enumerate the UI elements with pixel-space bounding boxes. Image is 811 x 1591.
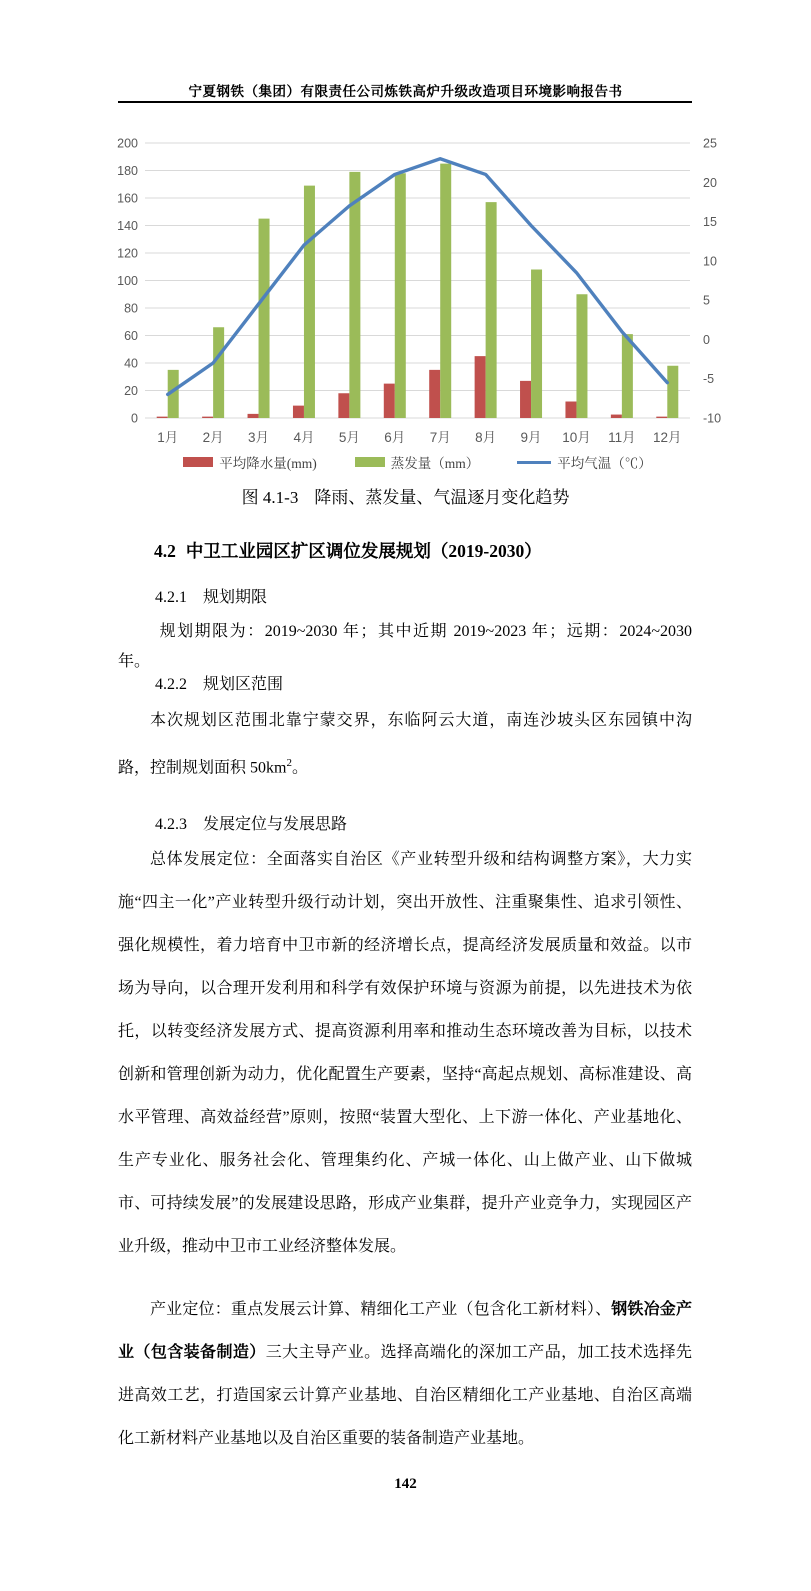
rainfall-bar <box>384 384 395 418</box>
evaporation-bar <box>259 219 270 418</box>
month-label: 10月 <box>562 430 591 445</box>
temperature-swatch-icon <box>517 461 551 464</box>
left-axis-tick-label: 40 <box>124 356 138 371</box>
section-4-2-3-heading <box>118 811 692 834</box>
rainfall-bar <box>202 417 213 418</box>
month-label: 6月 <box>384 430 406 445</box>
evaporation-bar <box>349 172 360 418</box>
rainfall-bar <box>429 370 440 418</box>
month-label: 9月 <box>520 430 542 445</box>
rainfall-bar <box>656 417 667 418</box>
section-4-2-1-number: 4.2.1 <box>155 589 187 606</box>
legend-item-temperature <box>517 452 652 472</box>
left-axis-tick-label: 0 <box>131 411 138 426</box>
right-axis-tick-label: -5 <box>703 372 715 387</box>
figure-label: 图 4.1-3 <box>241 488 299 507</box>
section-4-2-2-title: 规划区范围 <box>203 676 284 693</box>
evaporation-bar <box>622 334 633 418</box>
month-label: 4月 <box>293 430 315 445</box>
left-axis-tick-label: 200 <box>117 136 138 151</box>
legend-label-rainfall: 平均降水量(mm) <box>219 456 317 471</box>
left-axis-tick-label: 100 <box>117 274 138 288</box>
rainfall-bar <box>565 402 576 419</box>
rainfall-bar <box>611 415 622 418</box>
industry-positioning-rest: 三大主导产业。选择高端化的深加工产品，加工技术选择先进高效工艺，打造国家云计算产业基地、自治区精细化工产业基地、自治区高端化工新材料产业基地以及自治区重要的装备制造产业基地。 <box>118 1344 692 1447</box>
right-axis-tick-label: 5 <box>703 293 710 308</box>
climate-chart-svg <box>107 133 727 451</box>
right-axis-tick-label: 10 <box>703 254 717 269</box>
right-axis-tick-label: 20 <box>703 175 717 190</box>
month-label: 2月 <box>202 430 224 445</box>
left-axis-tick-label: 120 <box>117 246 138 261</box>
evaporation-bar <box>213 327 224 418</box>
figure-caption <box>0 483 811 508</box>
section-4-2-1-heading <box>118 584 692 607</box>
section-4-2-2-heading <box>118 671 692 694</box>
area-superscript: 2 <box>286 757 292 769</box>
section-4-2-3-title: 发展定位与发展思路 <box>203 816 348 833</box>
rainfall-bar <box>475 356 486 418</box>
left-axis-tick-label: 80 <box>124 301 138 316</box>
left-axis-tick-label: 160 <box>117 191 138 206</box>
evaporation-bar <box>440 164 451 418</box>
planning-period-paragraph: 规划期限为：2019~2030 年；其中近期 2019~2023 年；远期：2024~2030 年。 <box>118 623 692 670</box>
temperature-line <box>168 159 668 395</box>
evaporation-bar <box>531 270 542 419</box>
month-label: 3月 <box>248 430 270 445</box>
legend-label-evaporation: 蒸发量（mm） <box>390 456 480 471</box>
steel-industry-bold-run: 钢铁冶金产业（包含装备制造） <box>118 1301 692 1361</box>
month-label: 7月 <box>429 430 451 445</box>
month-label: 11月 <box>608 430 636 445</box>
right-axis-tick-label: 0 <box>703 332 710 347</box>
legend-item-rainfall <box>183 452 317 472</box>
report-header-title: 宁夏钢铁（集团）有限责任公司炼铁高炉升级改造项目环境影响报告书 <box>188 84 623 99</box>
page-number: 142 <box>394 1476 417 1492</box>
left-axis-tick-label: 20 <box>124 384 138 398</box>
chart-legend <box>145 452 690 472</box>
legend-item-evaporation <box>355 452 480 472</box>
month-label: 5月 <box>338 430 360 445</box>
industry-positioning-lead: 产业定位：重点发展云计算、精细化工产业（包含化工新材料）、 <box>150 1301 612 1318</box>
left-axis-tick-label: 60 <box>124 329 138 343</box>
evaporation-bar <box>304 186 315 418</box>
evaporation-bar <box>576 294 587 418</box>
evaporation-swatch-icon <box>355 457 385 467</box>
rainfall-bar <box>338 393 349 418</box>
section-4-2-3-number: 4.2.3 <box>155 816 187 833</box>
planning-scope-period: 。 <box>291 759 308 777</box>
section-4-2-heading <box>118 538 692 563</box>
left-axis-tick-label: 180 <box>117 164 138 178</box>
section-4-2-number: 4.2 <box>154 541 176 561</box>
rainfall-bar <box>248 414 259 418</box>
planning-scope-text: 本次规划区范围北靠宁蒙交界，东临阿云大道，南连沙坡头区东园镇中沟路，控制规划面积 50km <box>118 712 692 777</box>
rainfall-bar <box>293 406 304 418</box>
section-4-2-2-number: 4.2.2 <box>155 676 187 693</box>
evaporation-bar <box>667 366 678 418</box>
section-4-2-title: 中卫工业园区扩区调位发展规划（2019-2030） <box>185 541 542 561</box>
right-axis-tick-label: 25 <box>703 136 717 151</box>
right-axis-tick-label: 15 <box>703 215 717 230</box>
evaporation-bar <box>395 173 406 418</box>
industry-positioning-paragraph <box>118 1288 692 1460</box>
planning-scope-paragraph <box>118 699 692 789</box>
rainfall-swatch-icon <box>183 457 213 467</box>
header-rule <box>118 101 692 103</box>
month-label: 8月 <box>475 430 497 445</box>
left-axis-tick-label: 140 <box>117 219 138 233</box>
development-positioning-paragraph: 总体发展定位：全面落实自治区《产业转型升级和结构调整方案》，大力实施“四主一化”产业转型升级行动计划，突出开放性、注重聚集性、追求引领性、强化规模性，着力培育中卫市新的经济增长点，提高经济发展质量和效益。以市场为导向，以合理开发利用和科学有效保护环境与资源为前提，以先进技术为依托，以转变经济发展方式、提高资源利用率和推动生态环境改善为目标，以技术创新和管理创新为动力，优化配置生产要素，坚持“高起点规划、高标准建设、高水平管理、高效益经营”原则，按照“装置大型化、上下游一体化、产业基地化、生产专业化、服务社会化、管理集约化、产城一体化、山上做产业、山下做城市、可持续发展”的发展建设思路，形成产业集群，提升产业竞争力，实现园区产业升级，推动中卫市工业经济整体发展。 <box>118 851 692 1255</box>
rainfall-bar <box>157 417 168 418</box>
figure-title: 降雨、蒸发量、气温逐月变化趋势 <box>314 488 570 507</box>
section-4-2-1-title: 规划期限 <box>203 589 268 606</box>
month-label: 12月 <box>653 430 682 445</box>
right-axis-tick-label: -10 <box>703 411 722 426</box>
legend-label-temperature: 平均气温（℃） <box>557 456 652 471</box>
month-label: 1月 <box>157 430 179 445</box>
rainfall-bar <box>520 381 531 418</box>
evaporation-bar <box>486 202 497 418</box>
